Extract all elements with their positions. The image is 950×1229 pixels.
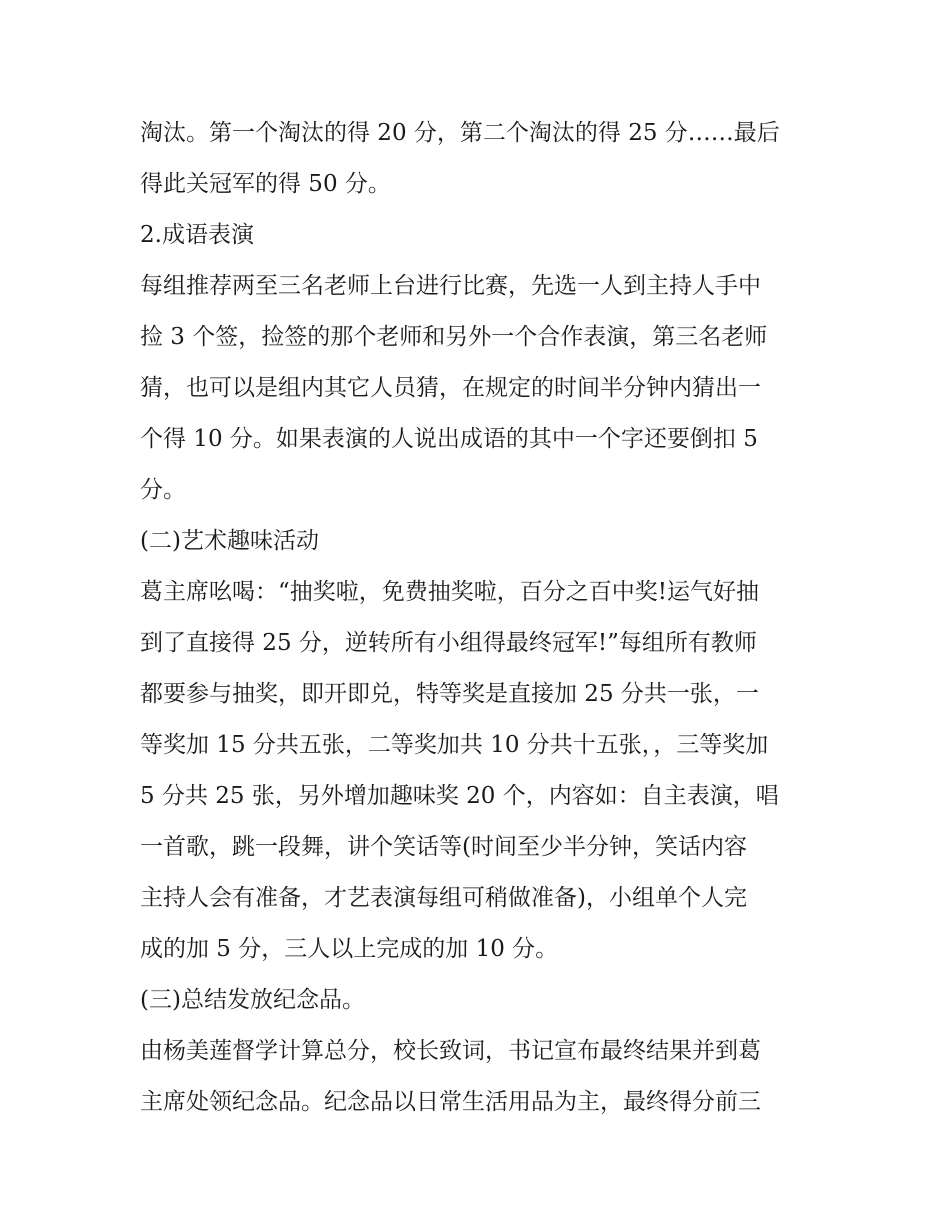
text-line: 主席处领纪念品。纪念品以日常生活用品为主，最终得分前三 [140, 1089, 761, 1115]
text-line: 每组推荐两至三名老师上台进行比赛，先选一人到主持人手中 [140, 273, 761, 299]
section-heading: 2.成语表演 [140, 222, 254, 248]
text-line: 淘汰。第一个淘汰的得 20 分，第二个淘汰的得 25 分……最后 [140, 120, 780, 146]
text-line: 猜，也可以是组内其它人员猜，在规定的时间半分钟内猜出一 [140, 375, 761, 401]
text-line: 都要参与抽奖，即开即兑，特等奖是直接加 25 分共一张，一 [140, 681, 759, 707]
text-line: 到了直接得 25 分，逆转所有小组得最终冠军!”每组所有教师 [140, 630, 757, 656]
text-line: 等奖加 15 分共五张，二等奖加共 10 分共十五张，，三等奖加 [140, 732, 769, 758]
text-line: 得此关冠军的得 50 分。 [140, 171, 391, 197]
text-line: 由杨美莲督学计算总分，校长致词，书记宣布最终结果并到葛 [140, 1038, 761, 1064]
text-line: 一首歌，跳一段舞，讲个笑话等(时间至少半分钟，笑话内容 [140, 834, 747, 860]
text-line: 5 分共 25 张，另外增加趣味奖 20 个，内容如：自主表演，唱 [140, 783, 779, 809]
text-line: 个得 10 分。如果表演的人说出成语的其中一个字还要倒扣 5 [140, 426, 758, 452]
document-body [140, 108, 820, 1128]
section-heading: (三)总结发放纪念品。 [140, 987, 365, 1013]
text-line: 捡 3 个签，捡签的那个老师和另外一个合作表演，第三名老师 [140, 324, 768, 350]
section-heading: (二)艺术趣味活动 [140, 528, 319, 554]
text-line: 成的加 5 分，三人以上完成的加 10 分。 [140, 936, 559, 962]
text-line: 主持人会有准备，才艺表演每组可稍做准备)，小组单个人完 [140, 885, 747, 911]
text-line: 葛主席吆喝：“抽奖啦，免费抽奖啦，百分之百中奖!运气好抽 [140, 579, 760, 605]
text-line: 分。 [140, 477, 186, 503]
